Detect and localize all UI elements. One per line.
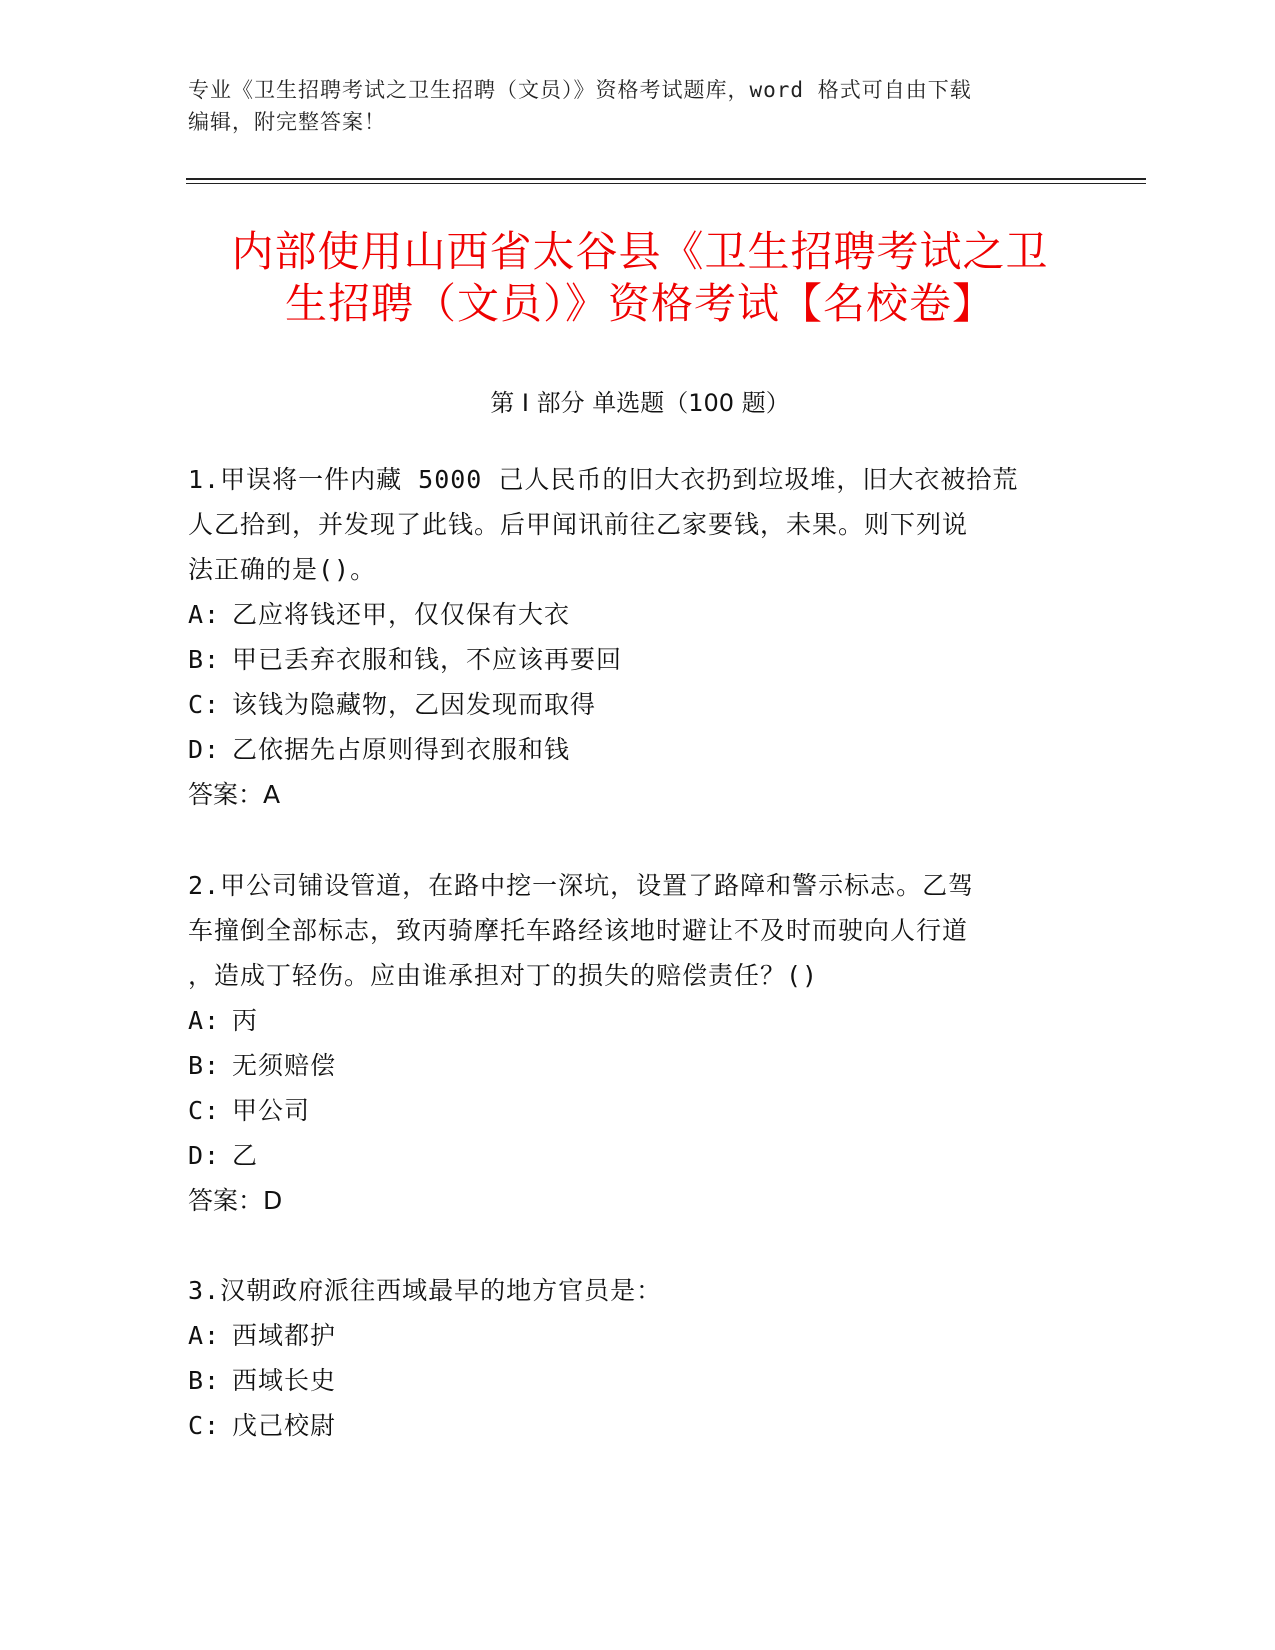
header-line-2: 编辑，附完整答案！	[188, 110, 386, 134]
option-key: B:	[188, 1366, 221, 1395]
document-title	[160, 226, 1120, 330]
question-stem-line: ，造成丁轻伤。应由谁承担对丁的损失的赔偿责任？()	[188, 961, 819, 990]
option-key: C:	[188, 690, 221, 719]
section-title: 第 I 部分 单选题（100 题）	[490, 389, 790, 417]
option-a	[188, 592, 1068, 637]
title-line-1: 内部使用山西省太谷县《卫生招聘考试之卫	[231, 227, 1049, 276]
header-divider-thick	[186, 178, 1146, 180]
option-key: A:	[188, 600, 221, 629]
option-key: C:	[188, 1411, 221, 1440]
option-text: 乙应将钱还甲，仅仅保有大衣	[232, 600, 571, 629]
question-stem-line: 车撞倒全部标志，致丙骑摩托车路经该地时避让不及时而驶向人行道	[188, 916, 969, 945]
option-text: 该钱为隐藏物，乙因发现而取得	[232, 690, 597, 719]
question-2	[188, 863, 1068, 1223]
question-stem-line: 1.甲误将一件内藏 5000 己人民币的旧大衣扔到垃圾堆，旧大衣被拾荒	[188, 465, 1019, 494]
question-1	[188, 457, 1068, 817]
answer: 答案：A	[188, 780, 281, 809]
option-text: 戊己校尉	[232, 1411, 337, 1440]
option-key: B:	[188, 1051, 221, 1080]
question-stem-line: 3.汉朝政府派往西域最早的地方官员是：	[188, 1276, 663, 1305]
option-text: 丙	[232, 1006, 259, 1035]
option-text: 甲公司	[232, 1096, 311, 1125]
option-b	[188, 637, 1068, 682]
option-text: 甲已丢弃衣服和钱，不应该再要回	[232, 645, 623, 674]
option-d	[188, 727, 1068, 772]
option-key: C:	[188, 1096, 221, 1125]
question-stem-line: 2.甲公司铺设管道，在路中挖一深坑，设置了路障和警示标志。乙驾	[188, 871, 975, 900]
option-key: B:	[188, 645, 221, 674]
header-divider-thin	[186, 183, 1146, 184]
option-b	[188, 1043, 1068, 1088]
option-key: A:	[188, 1321, 221, 1350]
title-line-2: 生招聘（文员）》资格考试【名校卷】	[284, 279, 995, 328]
option-key: D:	[188, 1141, 221, 1170]
option-text: 无须赔偿	[232, 1051, 337, 1080]
option-text: 乙	[232, 1141, 259, 1170]
option-text: 乙依据先占原则得到衣服和钱	[232, 735, 571, 764]
option-text: 西域都护	[232, 1321, 337, 1350]
header-line-1: 专业《卫生招聘考试之卫生招聘（文员）》资格考试题库，word 格式可自由下载	[188, 78, 972, 102]
question-3	[188, 1268, 1068, 1448]
option-d	[188, 1133, 1068, 1178]
question-stem-line: 法正确的是()。	[188, 555, 377, 584]
option-b	[188, 1358, 1068, 1403]
option-text: 西域长史	[232, 1366, 337, 1395]
option-a	[188, 998, 1068, 1043]
question-stem-line: 人乙拾到，并发现了此钱。后甲闻讯前往乙家要钱，未果。则下列说	[188, 510, 969, 539]
answer: 答案：D	[188, 1186, 283, 1215]
option-a	[188, 1313, 1068, 1358]
option-c	[188, 682, 1068, 727]
option-key: D:	[188, 735, 221, 764]
document-header	[188, 74, 1068, 138]
option-c	[188, 1088, 1068, 1133]
option-key: A:	[188, 1006, 221, 1035]
option-c	[188, 1403, 1068, 1448]
